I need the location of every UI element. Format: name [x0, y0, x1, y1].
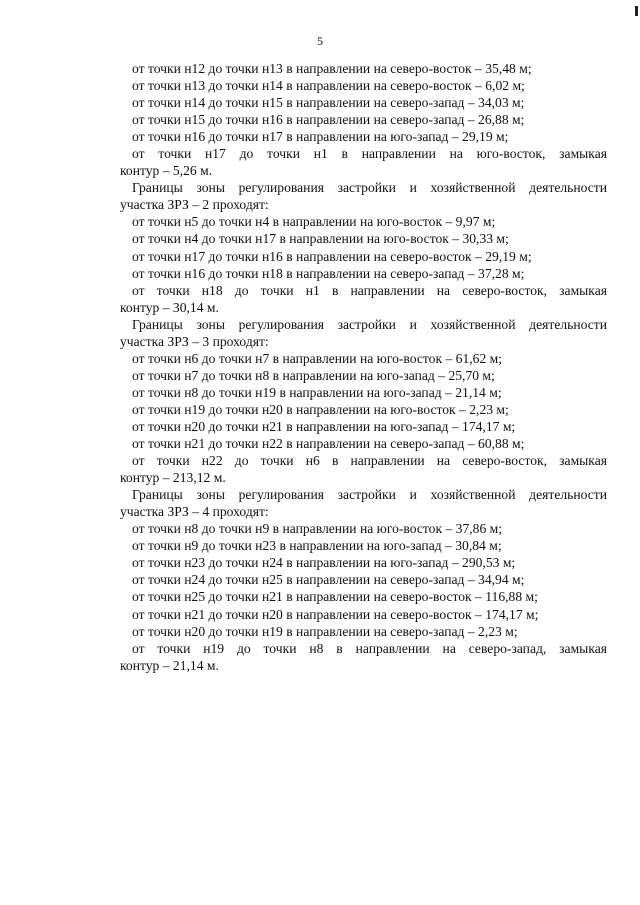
text-line: от точки н9 до точки н23 в направлении на юго-запад – 30,84 м; [132, 538, 502, 554]
boundary-segment [120, 230, 607, 247]
text-line: контур – 21,14 м. [120, 657, 219, 673]
text-line: от точки н18 до точки н1 в направлении на северо-восток, замыкая [132, 282, 607, 298]
text-line: от точки н16 до точки н18 в направлении на северо-запад – 37,28 м; [132, 265, 525, 281]
paragraph [120, 282, 607, 316]
document-body [120, 60, 607, 674]
text-line: от точки н21 до точки н22 в направлении на северо-запад – 60,88 м; [132, 436, 525, 452]
text-line: от точки н16 до точки н17 в направлении на юго-запад – 29,19 м; [132, 129, 509, 145]
text-line: Границы зоны регулирования застройки и хозяйственной деятельности [132, 316, 607, 332]
boundary-segment [120, 537, 607, 554]
text-line: от точки н7 до точки н8 в направлении на юго-запад – 25,70 м; [132, 367, 495, 383]
boundary-segment [120, 384, 607, 401]
boundary-segment [120, 588, 607, 605]
text-line: контур – 5,26 м. [120, 163, 213, 179]
boundary-segment [120, 571, 607, 588]
text-line: от точки н8 до точки н9 в направлении на юго-восток – 37,86 м; [132, 521, 503, 537]
paragraph [120, 179, 607, 213]
boundary-segment [120, 265, 607, 282]
text-line: контур – 213,12 м. [120, 470, 226, 486]
text-line: от точки н22 до точки н6 в направлении на северо-восток, замыкая [132, 453, 607, 469]
text-line: от точки н20 до точки н19 в направлении на северо-запад – 2,23 м; [132, 623, 518, 639]
text-line: от точки н23 до точки н24 в направлении на юго-запад – 290,53 м; [132, 555, 516, 571]
paragraph [120, 145, 607, 179]
text-line: от точки н21 до точки н20 в направлении на северо-восток – 174,17 м; [132, 606, 539, 622]
boundary-segment [120, 367, 607, 384]
page-number: 5 [317, 34, 323, 48]
text-line: от точки н15 до точки н16 в направлении на северо-запад – 26,88 м; [132, 112, 525, 128]
boundary-segment [120, 77, 607, 94]
text-line: контур – 30,14 м. [120, 299, 219, 315]
boundary-segment [120, 623, 607, 640]
text-line: участка ЗРЗ – 4 проходят: [120, 504, 269, 520]
boundary-segment [120, 418, 607, 435]
paragraph [120, 316, 607, 350]
text-line: участка ЗРЗ – 2 проходят: [120, 197, 269, 213]
text-line: участка ЗРЗ – 3 проходят: [120, 333, 269, 349]
text-line: от точки н5 до точки н4 в направлении на юго-восток – 9,97 м; [132, 214, 496, 230]
text-line: от точки н12 до точки н13 в направлении на северо-восток – 35,48 м; [132, 61, 532, 76]
text-line: от точки н4 до точки н17 в направлении на юго-восток – 30,33 м; [132, 231, 509, 247]
paragraph [120, 640, 607, 674]
boundary-segment [120, 248, 607, 265]
boundary-segment [120, 213, 607, 230]
boundary-segment [120, 435, 607, 452]
boundary-segment [120, 128, 607, 145]
text-line: от точки н24 до точки н25 в направлении на северо-запад – 34,94 м; [132, 572, 525, 588]
text-line: Границы зоны регулирования застройки и хозяйственной деятельности [132, 487, 607, 503]
text-line: от точки н6 до точки н7 в направлении на юго-восток – 61,62 м; [132, 350, 503, 366]
text-line: от точки н19 до точки н20 в направлении на юго-восток – 2,23 м; [132, 401, 509, 417]
text-line: от точки н8 до точки н19 в направлении на юго-запад – 21,14 м; [132, 384, 502, 400]
boundary-segment [120, 350, 607, 367]
scan-mark [635, 6, 638, 16]
text-line: Границы зоны регулирования застройки и хозяйственной деятельности [132, 180, 607, 196]
text-line: от точки н20 до точки н21 в направлении на юго-запад – 174,17 м; [132, 418, 516, 434]
text-line: от точки н17 до точки н1 в направлении на юго-восток, замыкая [132, 146, 607, 162]
paragraph [120, 452, 607, 486]
boundary-segment [120, 94, 607, 111]
boundary-segment [120, 60, 607, 77]
text-line: от точки н13 до точки н14 в направлении на северо-восток – 6,02 м; [132, 78, 525, 94]
boundary-segment [120, 401, 607, 418]
boundary-segment [120, 520, 607, 537]
text-line: от точки н25 до точки н21 в направлении на северо-восток – 116,88 м; [132, 589, 538, 605]
boundary-segment [120, 606, 607, 623]
boundary-segment [120, 554, 607, 571]
paragraph [120, 486, 607, 520]
text-line: от точки н19 до точки н8 в направлении на северо-запад, замыкая [132, 640, 607, 656]
text-line: от точки н14 до точки н15 в направлении на северо-запад – 34,03 м; [132, 95, 525, 111]
boundary-segment [120, 111, 607, 128]
text-line: от точки н17 до точки н16 в направлении на северо-восток – 29,19 м; [132, 248, 532, 264]
